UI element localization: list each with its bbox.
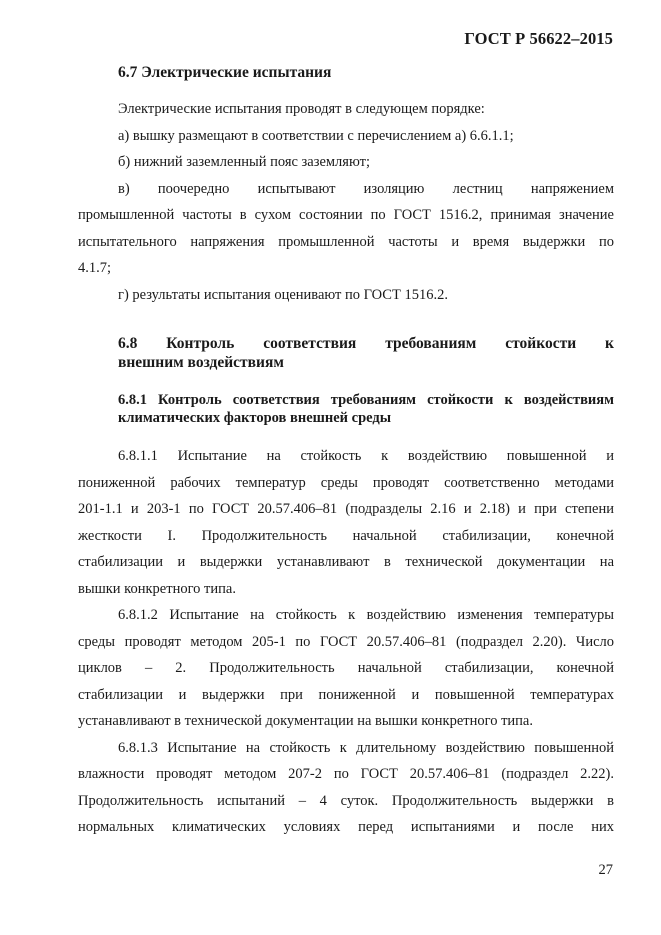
list-item-a: а) вышку размещают в соответствии с перечислением а) 6.6.1.1; bbox=[118, 127, 514, 144]
page-number: 27 bbox=[598, 862, 613, 878]
text-line: промышленной частоты в сухом состоянии по ГОСТ 1516.2, принимая значение bbox=[78, 207, 614, 223]
text-line: стабилизации и выдержки при пониженной и повышенной температурах bbox=[78, 686, 614, 703]
section-6-8-title-line-2: внешним воздействиям bbox=[118, 354, 284, 371]
document-code-header: ГОСТ Р 56622–2015 bbox=[464, 29, 613, 48]
text-line: 6.8.1.3 Испытание на стойкость к длительному воздействию повышенной bbox=[118, 739, 614, 756]
text-line: в) поочередно испытывают изоляцию лестниц напряжением bbox=[118, 180, 614, 197]
list-item-g: г) результаты испытания оценивают по ГОСТ 1516.2. bbox=[118, 286, 448, 303]
text-line: среды проводят методом 205-1 по ГОСТ 20.57.406–81 (подраздел 2.20). Число bbox=[78, 633, 614, 650]
section-6-7-title: 6.7 Электрические испытания bbox=[118, 64, 332, 81]
text-line: устанавливают в технической документации на вышки конкретного типа. bbox=[78, 713, 533, 729]
list-item-v bbox=[78, 176, 614, 282]
section-6-8-title-line-1: 6.8 Контроль соответствия требованиям стойкости к bbox=[118, 335, 614, 352]
list-item-b: б) нижний заземленный пояс заземляют; bbox=[118, 154, 370, 170]
text-line: стабилизации и выдержки устанавливают в технической документации на bbox=[78, 554, 614, 570]
text-line: 4.1.7; bbox=[78, 260, 112, 276]
paragraph-6-8-1-3 bbox=[78, 735, 614, 841]
text-line: нормальных климатических условиях перед испытаниями и после них bbox=[78, 819, 614, 835]
text-line: 6.8.1.2 Испытание на стойкость к воздействию изменения температуры bbox=[118, 607, 614, 623]
paragraph-6-8-1-2 bbox=[78, 602, 614, 735]
text-line: 201-1.1 и 203-1 по ГОСТ 20.57.406–81 (подразделы 2.16 и 2.18) и при степени bbox=[78, 501, 614, 517]
text-line: влажности проводят методом 207-2 по ГОСТ 20.57.406–81 (подраздел 2.22). bbox=[78, 766, 614, 782]
text-line: испытательного напряжения промышленной частоты и время выдержки по bbox=[78, 233, 614, 250]
text-line: пониженной рабочих температур среды проводят соответственно методами bbox=[78, 474, 614, 491]
text-line: циклов – 2. Продолжительность начальной стабилизации, конечной bbox=[78, 660, 614, 676]
page-content bbox=[78, 62, 614, 841]
section-6-7-intro: Электрические испытания проводят в следующем порядке: bbox=[118, 101, 485, 117]
text-line: 6.8.1.1 Испытание на стойкость к воздействию повышенной и bbox=[118, 448, 614, 464]
text-line: жесткости I. Продолжительность начальной стабилизации, конечной bbox=[78, 527, 614, 544]
paragraph-6-8-1-1 bbox=[78, 443, 614, 602]
subsection-6-8-1-title: 6.8.1 Контроль соответствия требованиям стойкости к воздействиям климатических факторов внешней среды bbox=[118, 392, 614, 426]
text-line: Продолжительность испытаний – 4 суток. Продолжительность выдержки в bbox=[78, 792, 614, 809]
section-6-8-title bbox=[78, 334, 614, 372]
text-line: вышки конкретного типа. bbox=[78, 580, 236, 597]
